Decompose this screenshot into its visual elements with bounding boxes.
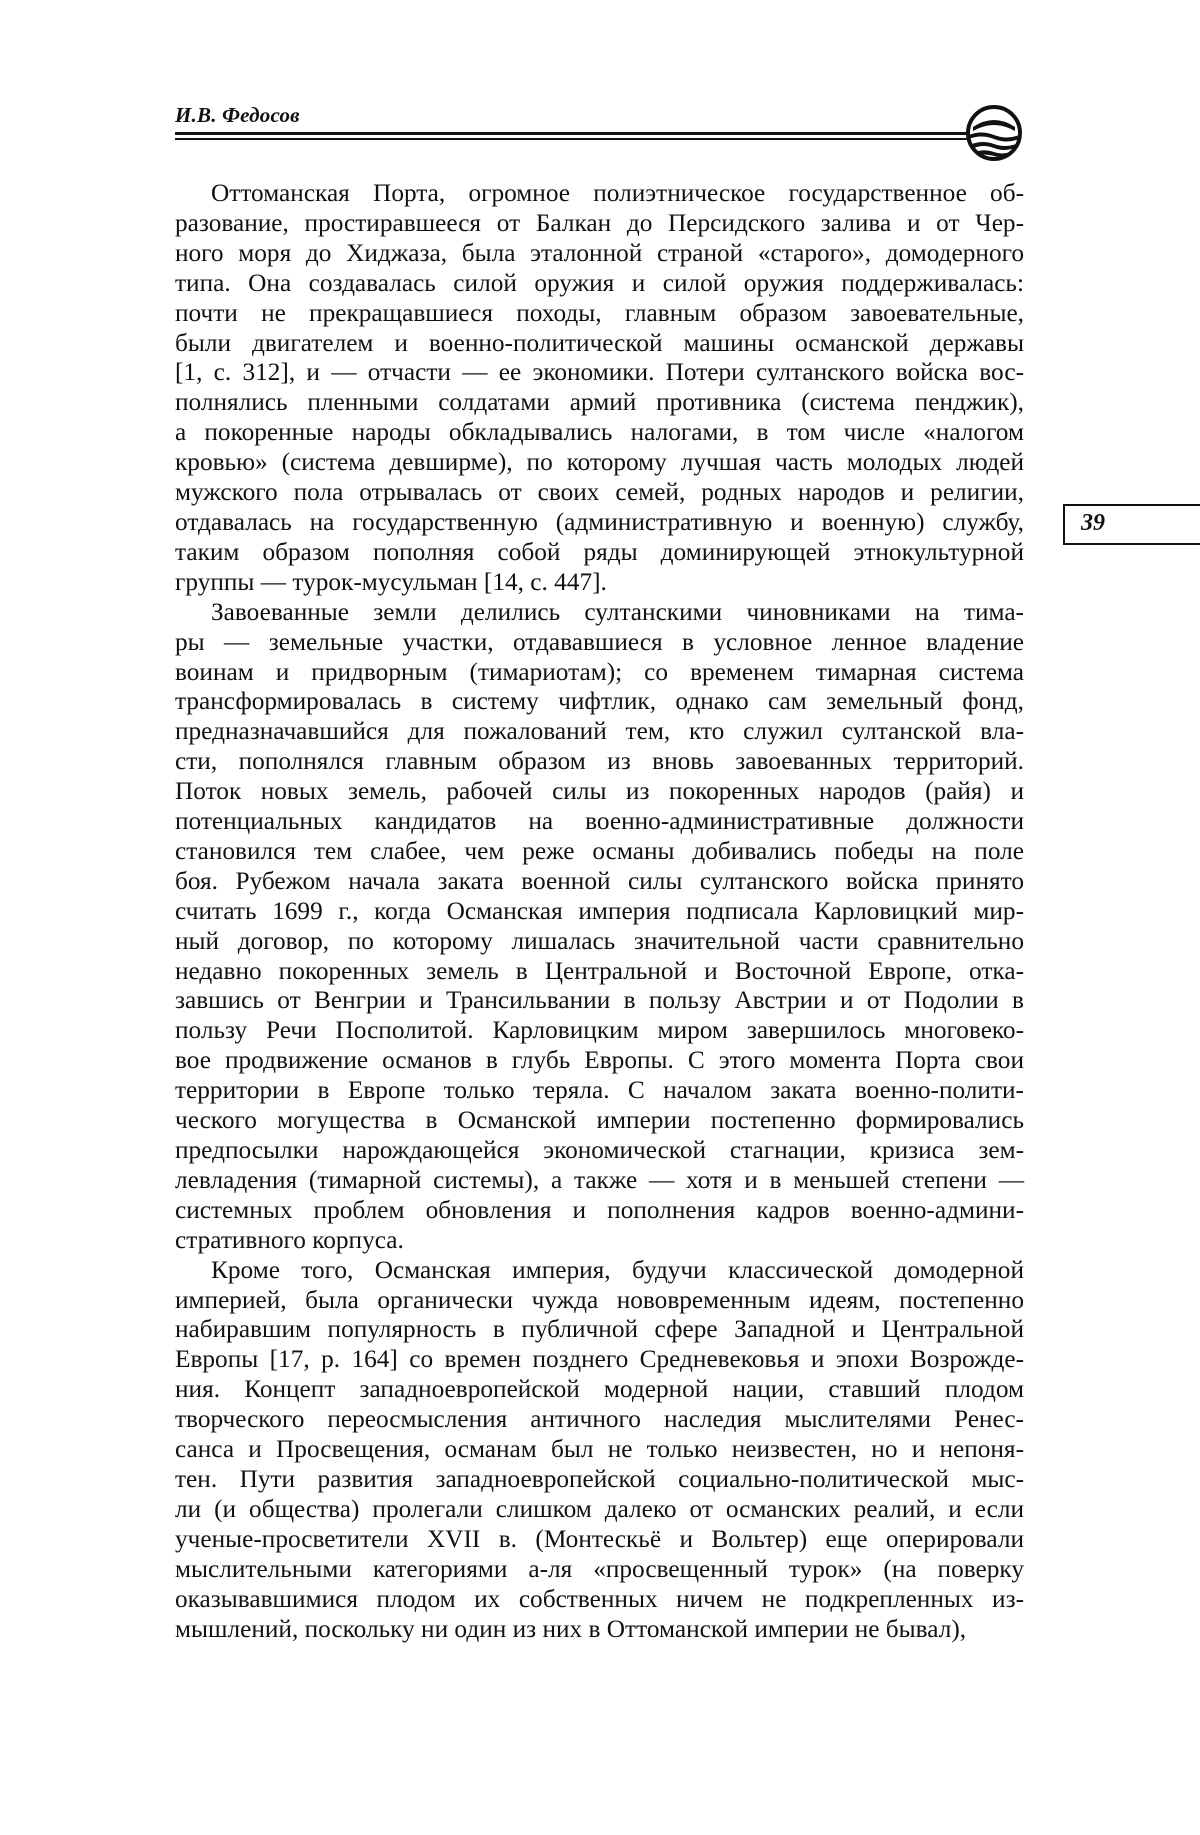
text-line: творческого переосмысления античного наследия мыслителями Ренес- xyxy=(175,1405,1024,1434)
text-line: типа. Она создавалась силой оружия и силой оружия поддерживалась: xyxy=(175,268,1024,297)
article-body xyxy=(175,179,1024,1644)
text-line: вое продвижение османов в глубь Европы. С этого момента Порта свои xyxy=(175,1046,1024,1075)
paragraph xyxy=(175,598,1024,1256)
paragraph xyxy=(175,179,1024,598)
text-line: а покоренные народы обкладывались налогами, в том числе «налогом xyxy=(175,418,1024,447)
text-line: ного моря до Хиджаза, была эталонной страной «старого», домодерного xyxy=(175,238,1024,267)
text-line: таким образом пополняя собой ряды доминирующей этнокультурной xyxy=(175,537,1024,566)
text-line: отдавалась на государственную (административную и военную) службу, xyxy=(175,507,1024,536)
header-rule-thick xyxy=(175,132,970,135)
text-line: тен. Пути развития западноевропейской социально-политической мыс- xyxy=(175,1464,1024,1493)
text-line: [1, с. 312], и — отчасти — ее экономики. Потери султанского войска вос- xyxy=(175,358,1024,387)
text-line: Завоеванные земли делились султанскими чиновниками на тима- xyxy=(211,597,1024,626)
text-line: разование, простиравшееся от Балкан до Персидского залива и от Чер- xyxy=(175,208,1024,237)
text-line: Оттоманская Порта, огромное полиэтническое государственное об- xyxy=(211,179,1024,207)
text-line: считать 1699 г., когда Османская империя подписала Карловицкий мир- xyxy=(175,896,1024,925)
running-head-author: И.В. Федосов xyxy=(175,103,300,127)
text-line: империей, была органически чужда нововременным идеям, постепенно xyxy=(175,1285,1024,1314)
text-line: территории в Европе только теряла. С началом заката военно-полити- xyxy=(175,1076,1024,1105)
text-line: потенциальных кандидатов на военно-административные должности xyxy=(175,807,1024,836)
text-line: стративного корпуса. xyxy=(175,1225,404,1254)
text-line: почти не прекращавшиеся походы, главным образом завоевательные, xyxy=(175,298,1024,327)
text-line: недавно покоренных земель в Центральной и Восточной Европе, отка- xyxy=(175,956,1024,985)
text-line: мужского пола отрывалась от своих семей, родных народов и религии, xyxy=(175,478,1024,507)
text-line: завшись от Венгрии и Трансильвании в пользу Австрии и от Подолии в xyxy=(175,986,1024,1015)
text-line: набиравшим популярность в публичной сфере Западной и Центральной xyxy=(175,1315,1024,1344)
text-line: предпосылки нарождающейся экономической стагнации, кризиса зем- xyxy=(175,1136,1024,1164)
header-rule-thin xyxy=(175,138,970,140)
text-line: мыслительными категориями а-ля «просвещенный турок» (на поверку xyxy=(175,1554,1024,1583)
text-line: были двигателем и военно-политической машины османской державы xyxy=(175,328,1024,357)
text-line: Поток новых земель, рабочей силы из покоренных народов (райя) и xyxy=(175,777,1024,806)
text-line: ный договор, по которому лишалась значительной части сравнительно xyxy=(175,926,1024,955)
text-line: сти, пополнялся главным образом из вновь завоеванных территорий. xyxy=(175,747,1024,776)
paragraph xyxy=(175,1256,1024,1645)
text-line: пользу Речи Посполитой. Карловицким миром завершилось многовеко- xyxy=(175,1016,1024,1045)
journal-wave-logo-icon xyxy=(963,103,1025,163)
text-line: санса и Просвещения, османам был не только неизвестен, но и непоня- xyxy=(175,1435,1024,1464)
text-line: полнялись пленными солдатами армий противника (система пенджик), xyxy=(175,388,1024,417)
text-line: трансформировалась в систему чифтлик, однако сам земельный фонд, xyxy=(175,687,1024,716)
text-line: боя. Рубежом начала заката военной силы султанского войска принято xyxy=(175,866,1024,895)
text-line: ли (и общества) пролегали слишком далеко от османских реалий, и если xyxy=(175,1494,1024,1523)
text-line: группы — турок-мусульман [14, с. 447]. xyxy=(175,567,607,596)
text-line: предназначавшийся для пожалований тем, кто служил султанской вла- xyxy=(175,717,1024,746)
text-line: оказывавшимися плодом их собственных ничем не подкрепленных из- xyxy=(175,1584,1024,1613)
text-line: кровью» (система девширме), по которому лучшая часть молодых людей xyxy=(175,448,1024,477)
text-line: ры — земельные участки, отдававшиеся в условное ленное владение xyxy=(175,627,1024,656)
text-line: ния. Концепт западноевропейской модерной нации, ставший плодом xyxy=(175,1375,1024,1404)
page-number: 39 xyxy=(1081,510,1105,536)
text-line: Европы [17, p. 164] со времен позднего Средневековья и эпохи Возрожде- xyxy=(175,1345,1024,1374)
text-line: ученые-просветители XVII в. (Монтескьё и Вольтер) еще оперировали xyxy=(175,1524,1024,1553)
text-line: становился тем слабее, чем реже османы добивались победы на поле xyxy=(175,836,1024,865)
text-line: системных проблем обновления и пополнения кадров военно-админи- xyxy=(175,1195,1024,1224)
text-line: ческого могущества в Османской империи постепенно формировались xyxy=(175,1106,1024,1135)
text-line: Кроме того, Османская империя, будучи классической домодерной xyxy=(211,1255,1024,1284)
text-line: мышлений, поскольку ни один из них в Оттоманской империи не бывал), xyxy=(175,1614,967,1643)
text-line: левладения (тимарной системы), а также — хотя и в меньшей степени — xyxy=(175,1165,1024,1194)
page-number-tab xyxy=(1063,504,1200,545)
text-line: воинам и придворным (тимариотам); со временем тимарная система xyxy=(175,657,1024,686)
